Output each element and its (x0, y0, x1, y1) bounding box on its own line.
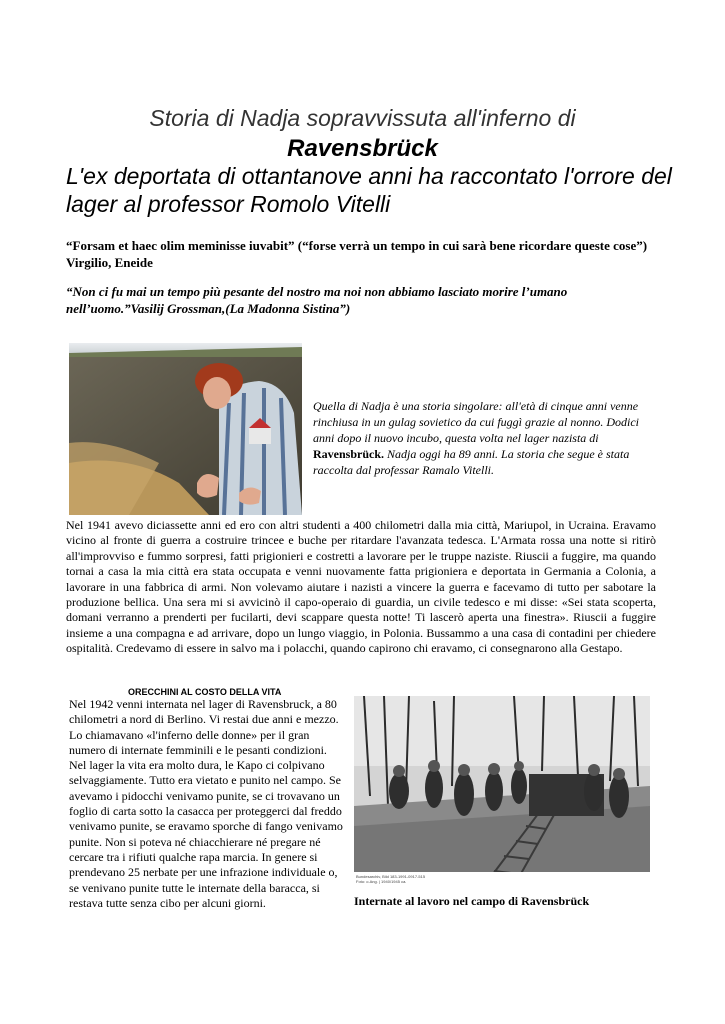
photo-caption: Internate al lavoro nel campo di Ravensbrück (354, 894, 590, 908)
photo-nadja (69, 343, 302, 515)
title-line-1: Storia di Nadja sopravvissuta all'inferno di (149, 105, 576, 131)
photo-credit-line1: Bundesarchiv, Bild 183-1991-0917-515 (356, 874, 426, 879)
body-paragraph-2: Nel 1942 venni internata nel lager di Ravensbruck, a 80 chilometri a nord di Berlino. Vi restai due anni e mezzo. Lo chiamavano «l'inferno delle donne» per il gran numero di internate femminili e le pesanti condizioni. Nel lager la vita era molto dura, le Kapo ci colpivano selvaggiamente. Tutto era vietato e punito nel campo. Se avevamo i pidocchi venivamo punite, se ci trovavano un foglio di carta sotto la casacca per proteggerci dal freddo venivamo punite, se eravamo sporche di fango venivamo punite. Non si poteva né chiacchierare né pregare né cercare tra i rifiuti qualche rapa marcia. In genere si prendevano 25 nerbate per une infrazione individuale o, se venivano punite tutte le internate della baracca, si restava tutte senza cibo per alcuni giorni. (69, 697, 343, 910)
intro-bold: Ravensbrück. (313, 447, 385, 461)
section-subheading: ORECCHINI AL COSTO DELLA VITA (128, 687, 282, 697)
photo-internees-at-work (354, 696, 650, 886)
title-line-2: Ravensbrück (287, 135, 438, 162)
intro-caption (313, 398, 663, 478)
intro-part2: Nadja oggi ha 89 anni. La storia che segue è stata raccolta dal professar Ramalo Vitelli. (313, 447, 630, 477)
photo-credit-line2: Foto: o.Ang. | 1940/1945 ca. (356, 879, 407, 884)
body-paragraph-1: Nel 1941 avevo diciassette anni ed ero con altri studenti a 400 chilometri dalla mia città, Mariupol, in Ucraina. Eravamo vicino al fronte di guerra a costruire trincee e buche per ritardare l'avanzata tedesca. L'Armata rossa una notte si ritirò all'improvviso e fummo sorpresi, fatti prigionieri e costretti a lavorare per le truppe naziste. Riuscii a fuggire, ma quando tornai a casa la mia città era stata occupata e venni nuovamente fatta prigioniera e deportata in Germania a Colonia, a lavorare in una fabbrica di armi. Non volevamo aiutare i nazisti a vincere la guerra e facevamo di tutto per sabotare la produzione bellica. Una sera mi si avvicinò il capo-operaio di guardia, un civile tedesco e mi disse: «Sei stata scoperta, domani verranno a prenderti per fucilarti, devi scappare questa notte! Ti lascerò aperta una finestra». Riuscii a fuggire insieme a una compagna e ad arrivare, dopo un lungo viaggio, in Polonia. Bussammo a una casa di contadini per chiedere ospitalità. Credevamo di essere in salvo ma i polacchi, quando capirono chi eravamo, ci consegnarono alla Gestapo. (66, 518, 656, 656)
subtitle: L'ex deportata di ottantanove anni ha raccontato l'orrore del lager al professor Romolo Vitelli (66, 163, 672, 217)
intro-part1: Quella di Nadja è una storia singolare: all'età di cinque anni venne rinchiusa in un gulag sovietico da cui fuggì grazie al nonno. Dodici anni dopo il nuovo incubo, questa volta nel lager nazista di (313, 399, 639, 445)
quote-grossman: “Non ci fu mai un tempo più pesante del nostro ma noi non abbiamo lasciato morire l’umano nell’uomo.”Vasilij Grossman,(La Madonna Sistina”) (66, 284, 568, 316)
quote-virgilio: “Forsam et haec olim meminisse iuvabit” (“forse verrà un tempo in cui sarà bene ricordare queste cose”) Virgilio, Eneide (66, 238, 648, 270)
